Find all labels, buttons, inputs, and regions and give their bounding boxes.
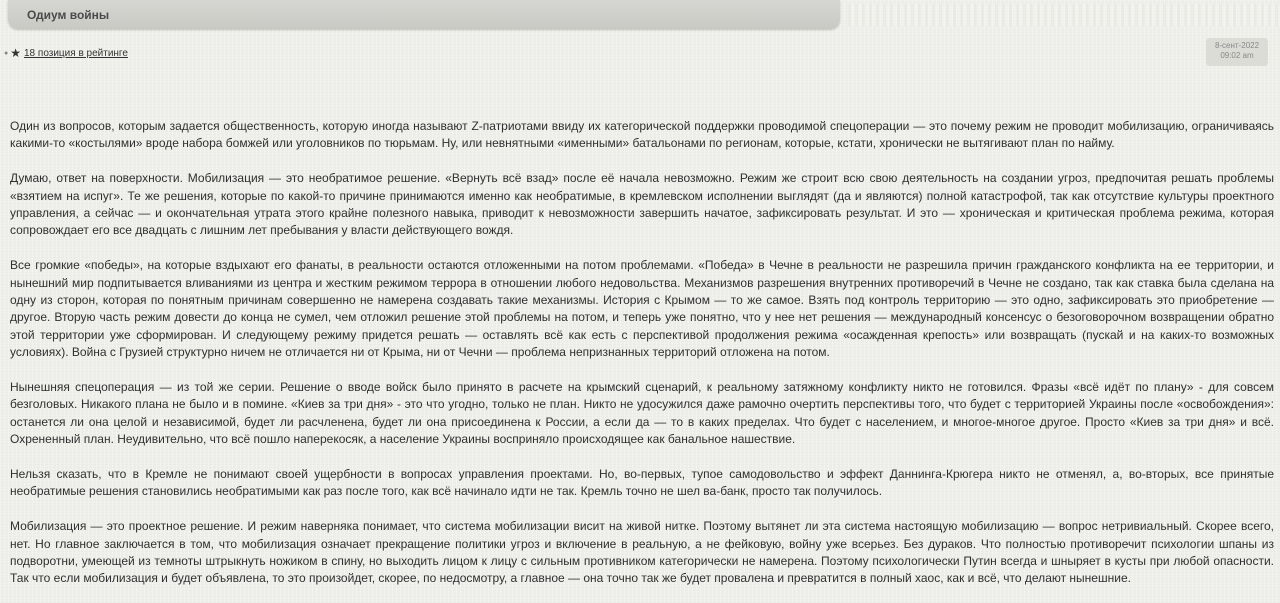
- post-date-time: 09:02 am: [1220, 51, 1254, 60]
- rating-row: [4, 46, 128, 60]
- article-body: [10, 118, 1274, 603]
- article-paragraph: Нельзя сказать, что в Кремле не понимают своей ущербности в вопросах управления проектами. Но, во-первых, тупое самодовольство и эффект Даннинга-Крюгера никто не отменял, а, во-вторых, все принятые необратимые решения становились необратимыми как раз после того, как всё начинало идти не так. Кремль точно не шел ва-банк, просто так получилось.: [10, 467, 1274, 499]
- article-paragraph: Один из вопросов, которым задается общественность, которую иногда называют Z-патриотами ввиду их категорической поддержки проводимой спецоперации — это почему режим не проводит мобилизацию, ограничиваясь какими-то «костылями» вроде набора бомжей или уголовников по тюрьмам. Ну, или невнятными «именными» батальонами по регионам, которые, кстати, хронически не вытягивают план по найму.: [10, 119, 1274, 151]
- article-paragraph: Все громкие «победы», на которые вздыхают его фанаты, в реальности остаются отложенными на потом проблемами. «Победа» в Чечне в реальности не разрешила причин гражданского конфликта на ее территории, и нынешний мир подпитывается вливаниями из центра и жестким режимом террора в отношении любого недовольства. Механизмов разрешения внутренних противоречий в Чечне не создано, так как ставка была сделана на одну из сторон, которая по понятным причинам совершенно не намерена создавать такие механизмы. История с Крымом — то же самое. Взять под контроль территорию — это одно, зафиксировать это приобретение — другое. Вторую часть режим довести до конца не сумел, чем отложил решение этой проблемы на потом, и теперь уже понятно, что у нее нет решения — международный консенсус о безоговорочном возвращении обратно этой территории уже сформирован. И следующему режиму придется решать — оставлять всё как есть с перспективой продолжения режима «осажденная крепость» или возвращать (пускай и на каких-то возможных условиях). Война с Грузией структурно ничем не отличается ни от Крыма, ни от Чечни — проблема непризнанных территорий отложена на потом.: [10, 258, 1274, 360]
- post-date-day: 8-сент-2022: [1214, 41, 1260, 50]
- post-date: [1206, 38, 1268, 66]
- rating-link[interactable]: 18 позиция в рейтинге: [24, 47, 128, 59]
- header-decoration: [848, 4, 1280, 26]
- article-paragraph: Нынешняя спецоперация — из той же серии. Решение о вводе войск было принято в расчете на крымский сценарий, к реальному затяжному конфликту никто не готовился. Фразы «всё идёт по плану» - для совсем безголовых. Никакого плана не было и в помине. «Киев за три дня» - это что угодно, только не план. Никто не удосужился даже рамочно очертить перспективы того, что будет с территорией Украины после «освобождения»: останется ли она целой и независимой, будет ли расчленена, будет ли она присоединена к России, а если да — то в каких пределах. Что будет с населением, и многое-многое другое. Просто «Киев за три дня» и всё. Охрененный план. Неудивительно, что всё пошло наперекосяк, а население Украины восприняло происходящее как банальное нашествие.: [10, 380, 1274, 447]
- article-paragraph: Мобилизация — это проектное решение. И режим наверняка понимает, что система мобилизации висит на живой нитке. Поэтому вытянет ли эта система настоящую мобилизацию — вопрос нетривиальный. Скорее всего, нет. Но главное заключается в том, что мобилизация означает прекращение политики угроз и включение в реальную, а не фейковую, войну уже всерьез. Без дураков. Что полностью противоречит психологии шпаны из подворотни, умеющей из темноты штрыкнуть ножиком в спину, но выходить лицом к лицу с сильным противником категорически не намерена. Поэтому психологически Путин всегда и шныряет в кусты при любой опасности. Так что если мобилизация и будет объявлена, то это произойдет, скорее, по недосмотру, а главное — она точно так же будет провалена и превратится в полный хаос, как и всё, что делают нынешние.: [10, 519, 1274, 586]
- star-icon: ★: [10, 46, 21, 60]
- bullet-icon: ●: [4, 49, 9, 57]
- post-title: Одиум войны: [27, 8, 110, 22]
- article-paragraph: Думаю, ответ на поверхности. Мобилизация — это необратимое решение. «Вернуть всё взад» после её начала невозможно. Режим же строит всю свою деятельность на создании угроз, предпочитая решать проблемы «взятием на испуг». Те же решения, которые по какой-то причине принимаются именно как необратимые, в кремлевском исполнении выглядят (да и являются) полной катастрофой, так как отсутствие культуры проектного управления, а сейчас — и окончательная утрата этого крайне полезного навыка, приводит к невозможности завершить начатое, зафиксировать результат. И это — хроническая и критическая проблема режима, которая сопровождает его все двадцать с лишним лет пребывания у власти действующего вождя.: [10, 171, 1274, 238]
- post-title-bar: [8, 0, 840, 29]
